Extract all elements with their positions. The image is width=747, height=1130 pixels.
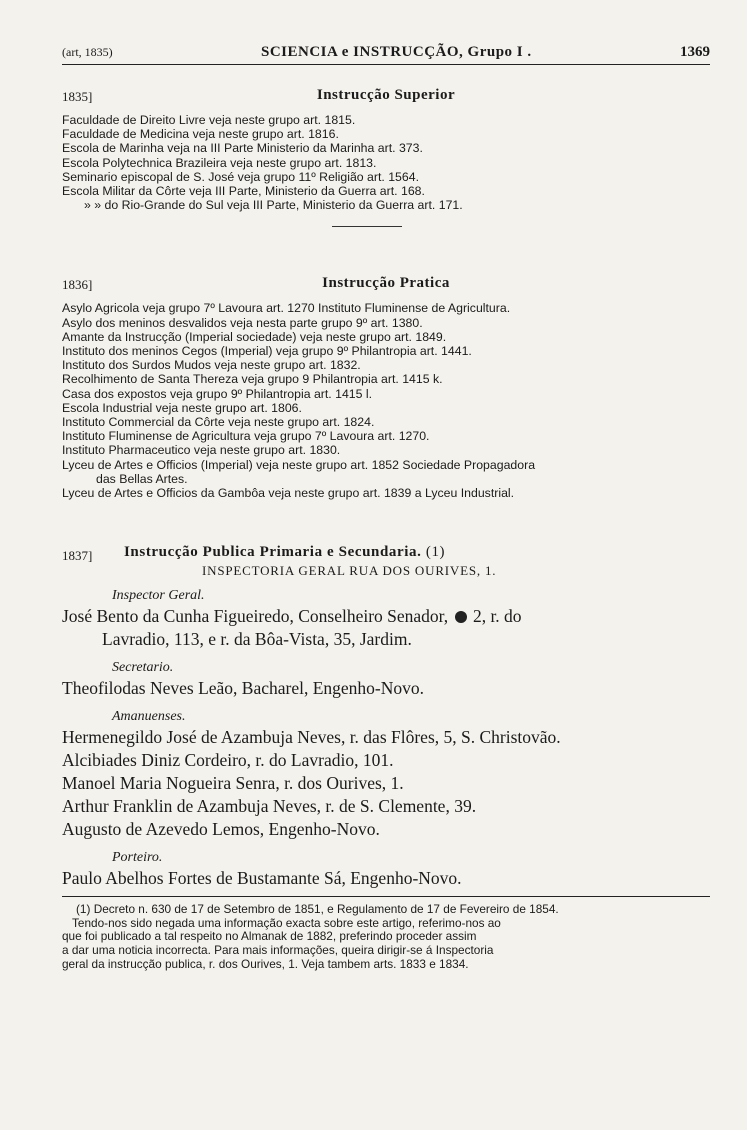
section-pratica-body bbox=[62, 301, 710, 500]
entry-line: Escola de Marinha veja na III Parte Ministerio da Marinha art. 373. bbox=[62, 141, 423, 156]
role-label: Porteiro. bbox=[112, 850, 163, 866]
section-number: 1835] bbox=[62, 89, 93, 104]
entry-line: das Bellas Artes. bbox=[96, 471, 188, 486]
amanuense-line: Alcibiades Diniz Cordeiro, r. do Lavradio, 101. bbox=[62, 750, 394, 771]
secretario-line: Theofilodas Neves Leão, Bacharel, Engenho-Novo. bbox=[62, 678, 425, 699]
entry-line: Escola Polytechnica Brazileira veja neste grupo art. 1813. bbox=[62, 155, 377, 170]
amanuense-line: Augusto de Azevedo Lemos, Engenho-Novo. bbox=[62, 819, 380, 840]
footnote-line: (1) Decreto n. 630 de 17 de Setembro de 1851, e Regulamento de 17 de Fevereiro de 1854. bbox=[76, 902, 559, 917]
section-pratica-heading bbox=[62, 275, 710, 295]
inspector-address: 2, r. do bbox=[472, 606, 522, 627]
entry-line: Instituto Fluminense de Agricultura veja grupo 7º Lavoura art. 1270. bbox=[62, 429, 430, 444]
entry-line: Instituto Commercial da Côrte veja neste grupo art. 1824. bbox=[62, 415, 375, 430]
entry-line: Seminario episcopal de S. José veja grupo 11º Religião art. 1564. bbox=[62, 169, 419, 184]
section-number: 1836] bbox=[62, 277, 93, 293]
entry-line: Recolhimento de Santa Thereza veja grupo 9 Philantropia art. 1415 k. bbox=[62, 372, 443, 387]
section-title-text: Instrucção Publica Primaria e Secundaria. bbox=[124, 544, 422, 561]
entry-line: Casa dos expostos veja grupo 9º Philantropia art. 1415 l. bbox=[62, 386, 373, 401]
entry-line: Lyceu de Artes e Officios (Imperial) veja neste grupo art. 1852 Sociedade Propagadora bbox=[62, 457, 536, 472]
inspector-line-2: Lavradio, 113, e r. da Bôa-Vista, 35, Jardim. bbox=[102, 629, 412, 650]
entry-line: Instituto dos Surdos Mudos veja neste grupo art. 1832. bbox=[62, 358, 361, 373]
section-title: Instrucção Superior bbox=[316, 87, 456, 103]
entry-line: Faculdade de Medicina veja neste grupo art. 1816. bbox=[62, 127, 339, 142]
role-label: Inspector Geral. bbox=[112, 588, 205, 604]
entry-line: Escola Industrial veja neste grupo art. 1806. bbox=[62, 400, 302, 415]
entry-line: Lyceu de Artes e Officios da Gambôa veja neste grupo art. 1839 a Lyceu Industrial. bbox=[62, 486, 515, 501]
section-separator bbox=[332, 226, 402, 227]
porteiro-line: Paulo Abelhos Fortes de Bustamante Sá, Engenho-Novo. bbox=[62, 868, 462, 889]
section-title bbox=[62, 544, 710, 561]
document-page bbox=[62, 44, 710, 971]
section-publica-body bbox=[62, 587, 710, 890]
amanuense-line: Manoel Maria Nogueira Senra, r. dos Ourives, 1. bbox=[62, 773, 404, 794]
entry-line: Asylo Agricola veja grupo 7º Lavoura art. 1270 Instituto Fluminense de Agricultura. bbox=[62, 301, 511, 316]
entry-line: Faculdade de Direito Livre veja neste grupo art. 1815. bbox=[62, 113, 356, 127]
running-header bbox=[62, 44, 710, 61]
section-publica-heading bbox=[62, 544, 710, 564]
header-left: (art, 1835) bbox=[62, 45, 113, 59]
footnote bbox=[62, 903, 710, 971]
section-subtitle: INSPECTORIA GERAL RUA DOS OURIVES, 1. bbox=[202, 563, 497, 579]
page-number: 1369 bbox=[679, 44, 710, 60]
decoration-icon bbox=[455, 611, 467, 623]
entry-line: » » do Rio-Grande do Sul veja III Parte, Ministerio da Guerra art. 171. bbox=[84, 198, 463, 213]
role-label: Secretario. bbox=[112, 660, 174, 676]
entry-line: Amante da Instrucção (Imperial sociedade) veja neste grupo art. 1849. bbox=[62, 329, 447, 344]
footnote-line: a dar uma noticia incorrecta. Para mais informações, queira dirigir-se á Inspectoria bbox=[62, 943, 494, 958]
section-superior-body bbox=[62, 113, 710, 212]
amanuense-line: Arthur Franklin de Azambuja Neves, r. de S. Clemente, 39. bbox=[62, 796, 477, 817]
section-number: 1837] bbox=[62, 548, 93, 564]
footnote-line: geral da instrucção publica, r. dos Ourives, 1. Veja tambem arts. 1833 e 1834. bbox=[62, 956, 469, 971]
section-title: Instrucção Pratica bbox=[322, 275, 450, 292]
header-title: SCIENCIA e INSTRUCÇÃO, Grupo I . bbox=[261, 44, 532, 60]
footnote-line: Tendo-nos sido negada uma informação exacta sobre este artigo, referimo-nos ao bbox=[72, 915, 501, 930]
section-superior-heading bbox=[62, 87, 710, 107]
header-rule bbox=[62, 64, 710, 65]
entry-line: Asylo dos meninos desvalidos veja nesta parte grupo 9º art. 1380. bbox=[62, 315, 423, 330]
footnote-rule bbox=[62, 896, 710, 897]
role-label: Amanuenses. bbox=[112, 709, 186, 725]
inspector-line bbox=[62, 605, 710, 628]
amanuense-line: Hermenegildo José de Azambuja Neves, r. das Flôres, 5, S. Christovão. bbox=[62, 727, 561, 748]
footnote-line: que foi publicado a tal respeito no Almanak de 1882, preferindo proceder assim bbox=[62, 929, 477, 944]
entry-line: Instituto Pharmaceutico veja neste grupo art. 1830. bbox=[62, 443, 341, 458]
entry-line: Escola Militar da Côrte veja III Parte, Ministerio da Guerra art. 168. bbox=[62, 184, 425, 199]
inspector-name: José Bento da Cunha Figueiredo, Conselheiro Senador, bbox=[62, 606, 449, 627]
footnote-ref: (1) bbox=[425, 544, 446, 561]
entry-line: Instituto dos meninos Cegos (Imperial) veja grupo 9º Philantropia art. 1441. bbox=[62, 344, 472, 359]
